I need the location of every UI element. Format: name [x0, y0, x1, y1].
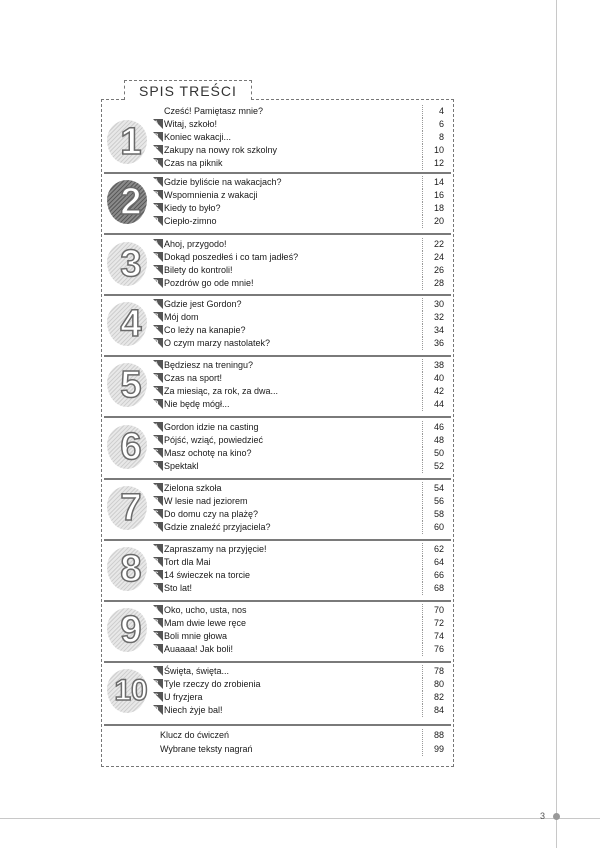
- lesson-title: Spektakl: [164, 461, 199, 471]
- lesson-letter-badge: [153, 239, 163, 249]
- toc-lesson-row[interactable]: [101, 630, 454, 643]
- lesson-letter: B: [154, 681, 159, 687]
- toc-lesson-row[interactable]: [101, 311, 454, 324]
- lesson-letter-badge: [153, 119, 163, 129]
- toc-lesson-row[interactable]: [101, 215, 454, 228]
- lesson-letter: D: [154, 401, 159, 407]
- toc-extra-row[interactable]: [101, 729, 454, 742]
- lesson-title: Sto lat!: [164, 583, 193, 593]
- lesson-letter-badge: [153, 679, 163, 689]
- page-ref: 88: [433, 730, 444, 740]
- toc-lesson-row[interactable]: [101, 643, 454, 656]
- toc-lesson-row[interactable]: [101, 324, 454, 337]
- lesson-letter-badge: [153, 216, 163, 226]
- page-ref: 30: [433, 299, 444, 309]
- toc-lesson-row[interactable]: [101, 495, 454, 508]
- page-ref: 78: [433, 666, 444, 676]
- toc-lesson-row[interactable]: [101, 337, 454, 350]
- page-ref: 34: [433, 325, 444, 335]
- lesson-letter-badge: [153, 570, 163, 580]
- page-ref: 76: [433, 644, 444, 654]
- page-ref: 70: [433, 605, 444, 615]
- toc-lesson-row[interactable]: [101, 176, 454, 189]
- lesson-letter: C: [154, 511, 159, 517]
- page-ref: 20: [433, 216, 444, 226]
- page-ref: 44: [433, 399, 444, 409]
- lesson-letter-badge: [153, 496, 163, 506]
- lesson-title: Pozdrów go ode mnie!: [164, 278, 254, 288]
- toc-lesson-row[interactable]: [101, 298, 454, 311]
- lesson-title: Witaj, szkoło!: [164, 119, 218, 129]
- lesson-letter-badge: [153, 618, 163, 628]
- lesson-letter: A: [154, 179, 159, 185]
- page-ref: 8: [438, 132, 444, 142]
- unit-number: 4: [120, 303, 142, 345]
- lesson-letter: D: [154, 340, 159, 346]
- lesson-title: Nie będę mógł...: [164, 399, 230, 409]
- lesson-title: Dokąd poszedłeś i co tam jadłeś?: [164, 252, 299, 262]
- lesson-title: Czas na sport!: [164, 373, 223, 383]
- toc-lesson-row[interactable]: [101, 569, 454, 582]
- unit-number: 3: [120, 243, 142, 285]
- toc-lesson-row[interactable]: [101, 460, 454, 473]
- lesson-letter: C: [154, 572, 159, 578]
- lesson-letter: C: [154, 633, 159, 639]
- lesson-title: Pójść, wziąć, powiedzieć: [164, 435, 264, 445]
- lesson-letter-badge: [153, 583, 163, 593]
- toc-lesson-row[interactable]: [101, 508, 454, 521]
- page-ref: 54: [433, 483, 444, 493]
- lesson-letter: B: [154, 254, 159, 260]
- lesson-letter: C: [154, 327, 159, 333]
- lesson-letter-badge: [153, 325, 163, 335]
- toc-lesson-row[interactable]: [101, 398, 454, 411]
- toc-lesson-row[interactable]: [101, 704, 454, 717]
- unit-number: 7: [120, 487, 142, 529]
- toc-lesson-row[interactable]: [101, 131, 454, 144]
- page-ref: 12: [433, 158, 444, 168]
- lesson-title: Zapraszamy na przyjęcie!: [164, 544, 267, 554]
- lesson-letter-badge: [153, 312, 163, 322]
- lesson-letter-badge: [153, 299, 163, 309]
- lesson-letter-badge: [153, 373, 163, 383]
- lesson-letter: B: [154, 620, 159, 626]
- lesson-letter: A: [154, 241, 159, 247]
- lesson-letter: A: [154, 121, 159, 127]
- unit-separator: [104, 233, 451, 235]
- toc-lesson-row[interactable]: [101, 421, 454, 434]
- lesson-letter: C: [154, 388, 159, 394]
- unit-separator: [104, 294, 451, 296]
- lesson-letter: A: [154, 607, 159, 613]
- lesson-letter-badge: [153, 483, 163, 493]
- unit-separator: [104, 478, 451, 480]
- lesson-letter: A: [154, 546, 159, 552]
- toc-lesson-row[interactable]: [101, 543, 454, 556]
- lesson-letter-badge: [153, 145, 163, 155]
- lesson-letter-badge: [153, 203, 163, 213]
- lesson-letter: A: [154, 424, 159, 430]
- lesson-letter-badge: [153, 252, 163, 262]
- lesson-letter: D: [154, 646, 159, 652]
- lesson-letter-badge: [153, 158, 163, 168]
- lesson-letter: C: [154, 147, 159, 153]
- page-ref: 14: [433, 177, 444, 187]
- page-ref: 46: [433, 422, 444, 432]
- unit-separator: [104, 539, 451, 541]
- toc-lesson-row[interactable]: [101, 238, 454, 251]
- page-ref: 18: [433, 203, 444, 213]
- lesson-letter-badge: [153, 705, 163, 715]
- lesson-letter-badge: [153, 132, 163, 142]
- lesson-letter-badge: [153, 399, 163, 409]
- lesson-title: Wspomnienia z wakacji: [164, 190, 258, 200]
- lesson-letter: D: [154, 463, 159, 469]
- lesson-title: Mój dom: [164, 312, 199, 322]
- page-ref: 74: [433, 631, 444, 641]
- page-ref: 66: [433, 570, 444, 580]
- lesson-title: Koniec wakacji...: [164, 132, 232, 142]
- lesson-title: Czas na piknik: [164, 158, 223, 168]
- toc-lesson-row[interactable]: [101, 665, 454, 678]
- page-edge-horizontal: [0, 818, 600, 819]
- toc-lesson-row[interactable]: [101, 691, 454, 704]
- toc-lesson-row[interactable]: [101, 617, 454, 630]
- lesson-letter: C: [154, 205, 159, 211]
- lesson-letter: A: [154, 362, 159, 368]
- lesson-title: Oko, ucho, usta, nos: [164, 605, 247, 615]
- unit-separator: [104, 416, 451, 418]
- toc-lesson-row[interactable]: [101, 372, 454, 385]
- page-ref: 28: [433, 278, 444, 288]
- lesson-letter-badge: [153, 644, 163, 654]
- lesson-title: Niech żyje bal!: [164, 705, 223, 715]
- lesson-title: Gdzie byliście na wakacjach?: [164, 177, 282, 187]
- toc-lesson-row[interactable]: [101, 385, 454, 398]
- toc-title: SPIS TREŚCI: [124, 80, 252, 100]
- unit-separator: [104, 172, 451, 174]
- lesson-title: Ahoj, przygodo!: [164, 239, 227, 249]
- page-edge-vertical: [556, 0, 557, 848]
- lesson-title: Za miesiąc, za rok, za dwa...: [164, 386, 279, 396]
- lesson-letter-badge: [153, 605, 163, 615]
- lesson-title: Zakupy na nowy rok szkolny: [164, 145, 278, 155]
- lesson-letter: D: [154, 524, 159, 530]
- lesson-letter: B: [154, 134, 159, 140]
- unit-separator: [104, 724, 451, 726]
- page-ref: 72: [433, 618, 444, 628]
- lesson-letter: B: [154, 437, 159, 443]
- unit-number: 6: [120, 426, 142, 468]
- lesson-letter-badge: [153, 522, 163, 532]
- page-ref: 40: [433, 373, 444, 383]
- lesson-letter: D: [154, 218, 159, 224]
- toc-lesson-row[interactable]: [101, 434, 454, 447]
- page-ref: 52: [433, 461, 444, 471]
- unit-separator: [104, 600, 451, 602]
- page-ref: 38: [433, 360, 444, 370]
- lesson-letter-badge: [153, 557, 163, 567]
- lesson-letter: D: [154, 160, 159, 166]
- lesson-letter-badge: [153, 631, 163, 641]
- lesson-title: Święta, święta...: [164, 666, 230, 676]
- lesson-letter-badge: [153, 278, 163, 288]
- lesson-letter: C: [154, 450, 159, 456]
- lesson-title: W lesie nad jeziorem: [164, 496, 248, 506]
- lesson-title: Boli mnie głowa: [164, 631, 228, 641]
- lesson-letter-badge: [153, 360, 163, 370]
- page-ref: 32: [433, 312, 444, 322]
- page-ref: 16: [433, 190, 444, 200]
- lesson-letter-badge: [153, 448, 163, 458]
- lesson-title: Cześć! Pamiętasz mnie?: [164, 106, 264, 116]
- lesson-title: Gordon idzie na casting: [164, 422, 259, 432]
- page-number: 3: [540, 811, 546, 821]
- page-ref: 68: [433, 583, 444, 593]
- unit-number: 2: [120, 181, 142, 223]
- lesson-letter-badge: [153, 177, 163, 187]
- lesson-letter: D: [154, 280, 159, 286]
- lesson-letter-badge: [153, 666, 163, 676]
- toc-lesson-row[interactable]: [101, 277, 454, 290]
- lesson-letter-badge: [153, 265, 163, 275]
- page-ref: 36: [433, 338, 444, 348]
- page-ref: 56: [433, 496, 444, 506]
- lesson-letter-badge: [153, 692, 163, 702]
- toc-lesson-row[interactable]: [101, 359, 454, 372]
- lesson-letter-badge: [153, 338, 163, 348]
- lesson-title: Mam dwie lewe ręce: [164, 618, 247, 628]
- page-ref: 82: [433, 692, 444, 702]
- unit-number: 8: [120, 548, 142, 590]
- page-ref: 99: [433, 744, 444, 754]
- lesson-title: Będziesz na treningu?: [164, 360, 254, 370]
- page-ref: 60: [433, 522, 444, 532]
- unit-number: 1: [120, 120, 142, 163]
- lesson-letter-badge: [153, 190, 163, 200]
- lesson-letter: C: [154, 267, 159, 273]
- page-ref: 10: [433, 145, 444, 155]
- lesson-letter: B: [154, 559, 159, 565]
- lesson-title: Gdzie jest Gordon?: [164, 299, 242, 309]
- lesson-title: U fryzjera: [164, 692, 203, 702]
- page-ref: 24: [433, 252, 444, 262]
- unit-number: 9: [120, 609, 142, 651]
- lesson-letter: B: [154, 375, 159, 381]
- lesson-letter-badge: [153, 461, 163, 471]
- unit-number: 10: [114, 674, 148, 707]
- lesson-letter-badge: [153, 422, 163, 432]
- toc-lesson-row[interactable]: [101, 189, 454, 202]
- lesson-letter: B: [154, 314, 159, 320]
- lesson-title: Bilety do kontroli!: [164, 265, 233, 275]
- lesson-title: Ciepło-zimno: [164, 216, 217, 226]
- toc-lesson-row[interactable]: [101, 482, 454, 495]
- toc-lesson-row[interactable]: [101, 157, 454, 170]
- lesson-title: O czym marzy nastolatek?: [164, 338, 271, 348]
- lesson-title: Zielona szkoła: [164, 483, 222, 493]
- unit-separator: [104, 661, 451, 663]
- unit-number: 5: [120, 364, 142, 406]
- toc-lesson-row[interactable]: [101, 604, 454, 617]
- toc-lesson-row[interactable]: [101, 678, 454, 691]
- lesson-title: 14 świeczek na torcie: [164, 570, 251, 580]
- toc-lesson-row[interactable]: [101, 202, 454, 215]
- page-ref: 48: [433, 435, 444, 445]
- toc-lesson-row[interactable]: [101, 521, 454, 534]
- unit-separator: [104, 355, 451, 357]
- toc-extra-row[interactable]: [101, 743, 454, 756]
- lesson-letter: A: [154, 668, 159, 674]
- lesson-letter-badge: [153, 386, 163, 396]
- lesson-letter-badge: [153, 435, 163, 445]
- extra-title: Wybrane teksty nagrań: [160, 744, 253, 754]
- lesson-letter: D: [154, 707, 159, 713]
- extra-title: Klucz do ćwiczeń: [160, 730, 230, 740]
- page-ref: 42: [433, 386, 444, 396]
- page-ref: 58: [433, 509, 444, 519]
- lesson-title: Tyle rzeczy do zrobienia: [164, 679, 261, 689]
- page-ref: 26: [433, 265, 444, 275]
- toc-lesson-row[interactable]: [101, 251, 454, 264]
- lesson-title: Masz ochotę na kino?: [164, 448, 252, 458]
- lesson-title: Kiedy to było?: [164, 203, 221, 213]
- page-ref: 50: [433, 448, 444, 458]
- page-ref: 84: [433, 705, 444, 715]
- lesson-title: Auaaaa! Jak boli!: [164, 644, 234, 654]
- lesson-letter: B: [154, 192, 159, 198]
- lesson-letter-badge: [153, 509, 163, 519]
- page-ref: 80: [433, 679, 444, 689]
- lesson-letter: A: [154, 485, 159, 491]
- lesson-letter: C: [154, 694, 159, 700]
- page-ref: 22: [433, 239, 444, 249]
- page-number-dot: [553, 813, 560, 820]
- lesson-title: Gdzie znaleźć przyjaciela?: [164, 522, 271, 532]
- lesson-letter: D: [154, 585, 159, 591]
- lesson-title: Tort dla Mai: [164, 557, 211, 567]
- toc-lesson-row[interactable]: [101, 144, 454, 157]
- toc-lesson-row[interactable]: [101, 582, 454, 595]
- lesson-letter: A: [154, 301, 159, 307]
- page-ref: 4: [438, 106, 444, 116]
- lesson-title: Do domu czy na plażę?: [164, 509, 259, 519]
- toc-intro-row[interactable]: [101, 105, 454, 118]
- page-ref: 64: [433, 557, 444, 567]
- page-ref: 62: [433, 544, 444, 554]
- toc-lesson-row[interactable]: [101, 556, 454, 569]
- lesson-title: Co leży na kanapie?: [164, 325, 246, 335]
- toc-lesson-row[interactable]: [101, 264, 454, 277]
- toc-lesson-row[interactable]: [101, 118, 454, 131]
- page-ref: 6: [438, 119, 444, 129]
- lesson-letter-badge: [153, 544, 163, 554]
- toc-lesson-row[interactable]: [101, 447, 454, 460]
- lesson-letter: B: [154, 498, 159, 504]
